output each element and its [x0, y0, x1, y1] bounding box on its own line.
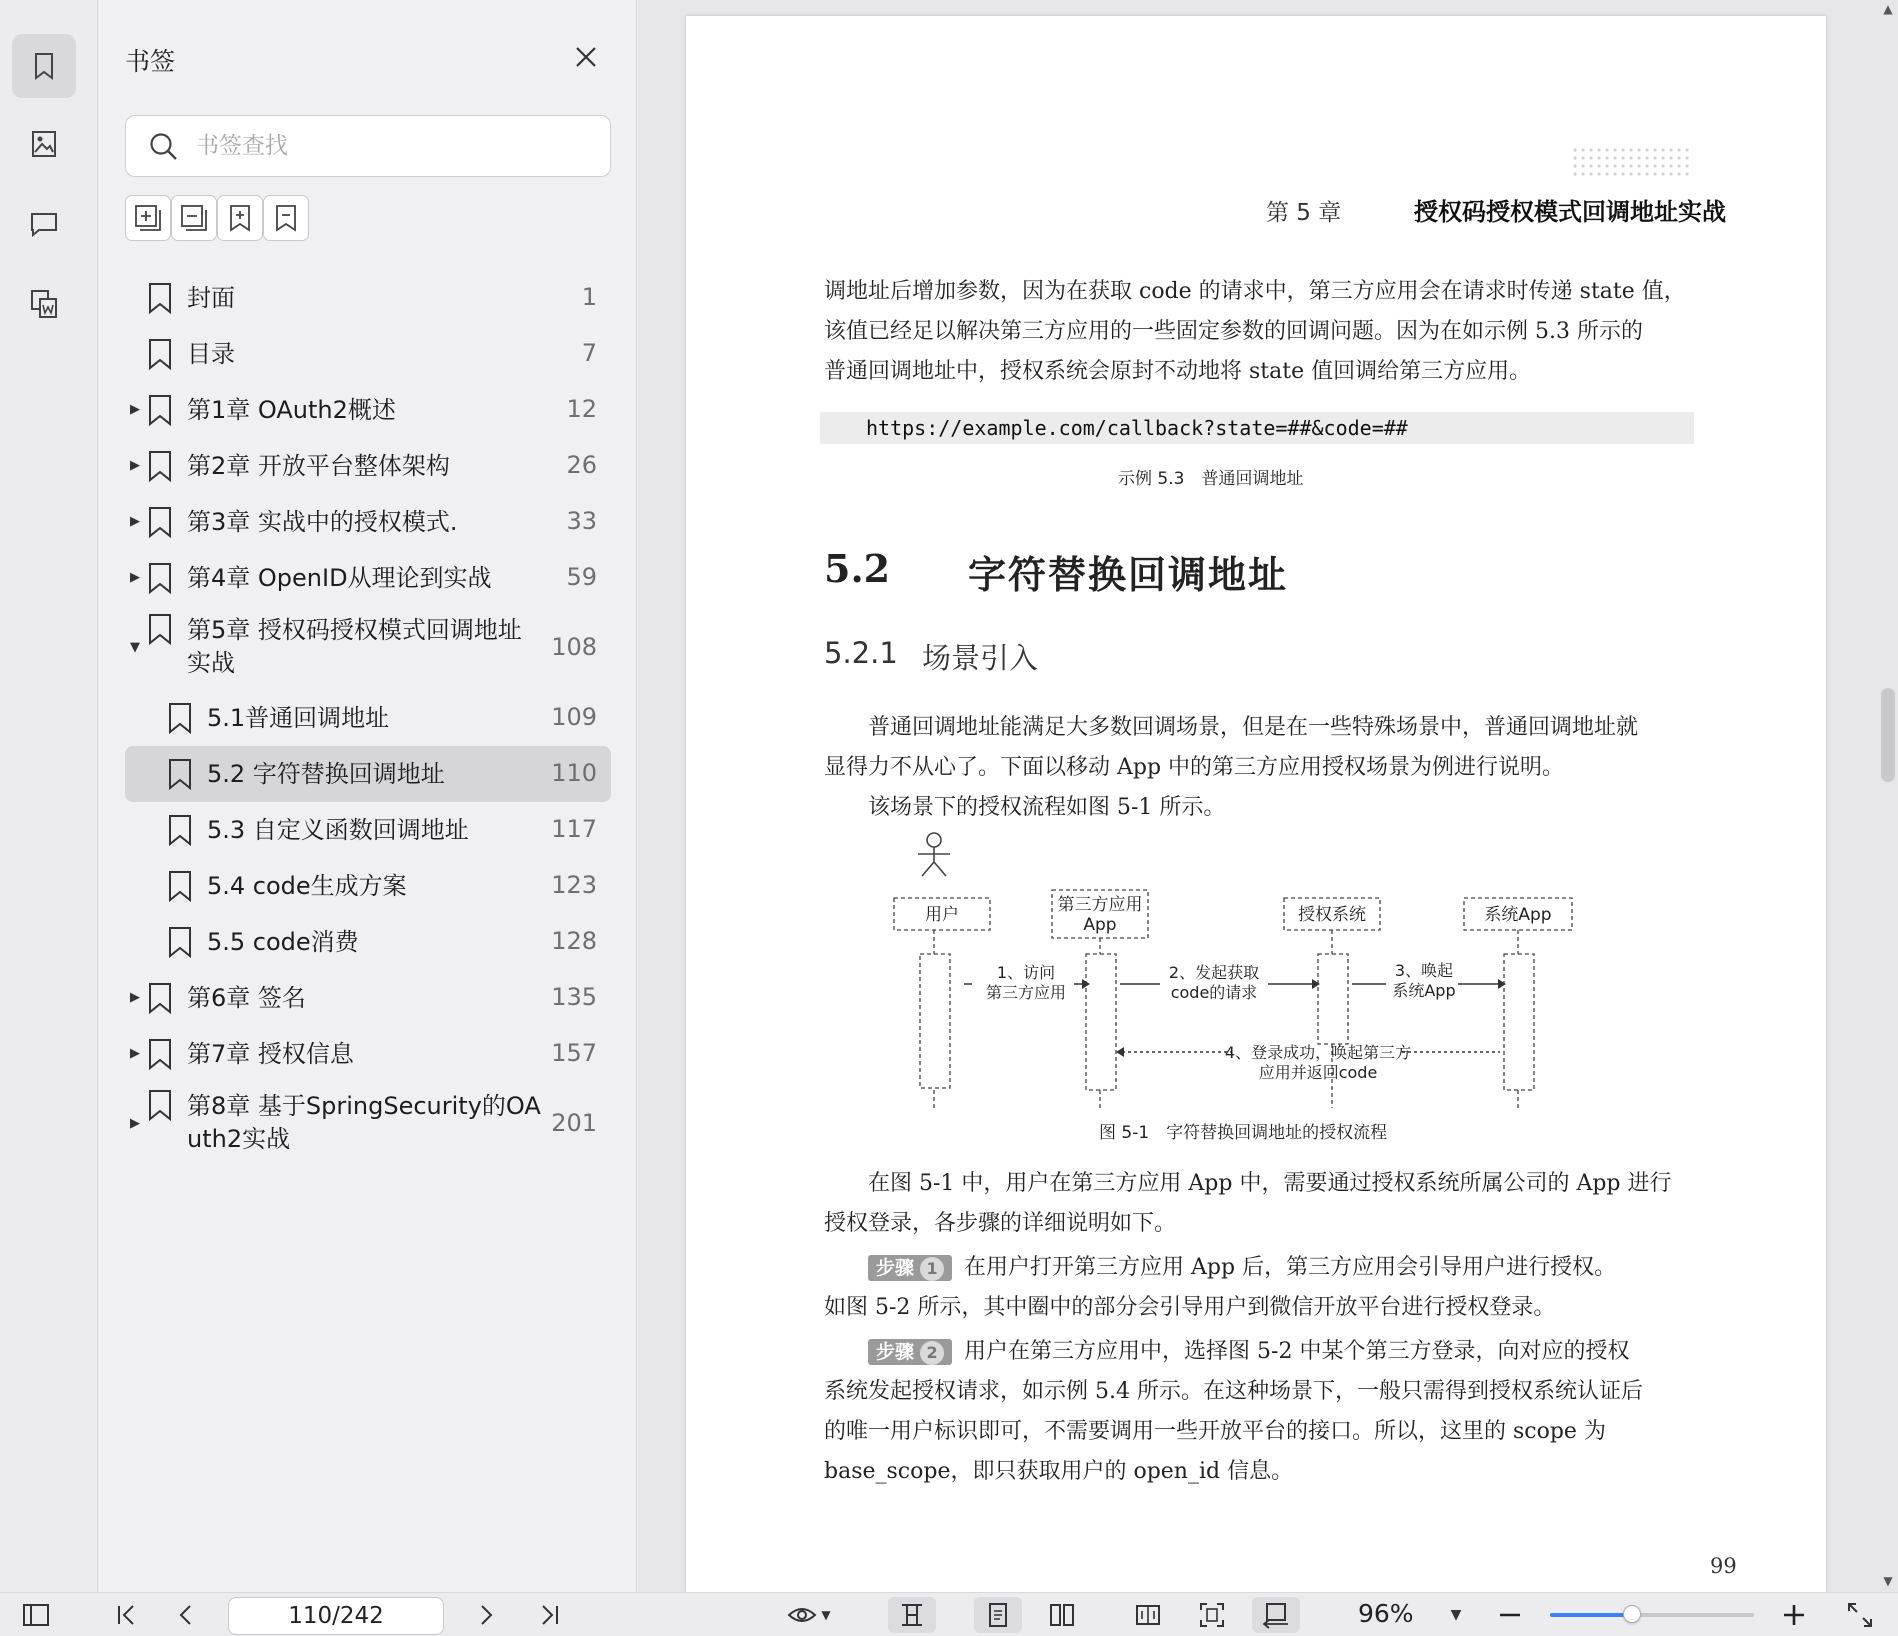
bookmark-item[interactable]: [125, 382, 611, 438]
bookmark-page-number: 135: [551, 983, 597, 1011]
bookmark-icon: [27, 49, 61, 83]
section-title: 字符替换回调地址: [968, 552, 1289, 597]
activation-user: [920, 954, 950, 1088]
bookmark-label: [187, 982, 306, 1015]
bookmark-label: [207, 926, 359, 959]
bookmark-page-number: 33: [566, 507, 597, 535]
step-1-number: 1: [920, 1257, 944, 1281]
bookmark-label: [187, 1090, 541, 1156]
bookmark-item[interactable]: [125, 270, 611, 326]
actor-thirdparty-label-2: App: [1083, 915, 1117, 935]
fullscreen-icon: [1845, 1600, 1875, 1630]
subsection-title: 场景引入: [922, 641, 1039, 675]
bookmark-label: [187, 506, 458, 539]
comments-tab[interactable]: [12, 192, 76, 256]
expand-arrow-icon[interactable]: ▶: [130, 1046, 140, 1061]
comment-icon: [27, 207, 61, 241]
bookmark-icon: [165, 925, 195, 959]
activation-sysapp: [1504, 954, 1534, 1090]
bookmark-page-number: 117: [551, 815, 597, 843]
bookmark-label-line: 第6章 签名: [187, 984, 306, 1012]
step-label: 步骤: [876, 1341, 915, 1363]
bookmark-item[interactable]: [125, 1026, 611, 1082]
bookmark-label-line: 第4章 OpenID从理论到实战: [187, 564, 492, 592]
vertical-scrollbar[interactable]: [1878, 0, 1898, 1592]
example-caption: 示例 5.3 普通回调地址: [1118, 469, 1304, 489]
bottom-toolbar: [0, 1592, 1898, 1636]
bookmark-page-number: 157: [551, 1039, 597, 1067]
last-page-icon: [535, 1600, 565, 1630]
header-decoration: [1571, 146, 1691, 180]
bookmark-icon: [145, 449, 175, 483]
bookmark-label-line: 第8章 基于SpringSecurity的OA: [187, 1092, 541, 1120]
add-bookmark-button[interactable]: [217, 195, 263, 241]
step-1-text: 在用户打开第三方应用 App 后，第三方应用会引导用户进行授权。: [964, 1255, 1617, 1280]
text-line: [824, 1248, 1692, 1288]
bookmark-label-line: 第1章 OAuth2概述: [187, 396, 396, 424]
bookmark-icon: [145, 1088, 175, 1122]
code-text: https://example.com/callback?state=##&code=##: [866, 416, 1408, 440]
bookmark-label: [187, 394, 396, 427]
bookmark-item[interactable]: [125, 802, 611, 858]
plus-icon: [1779, 1600, 1809, 1630]
actor-user-label: 用户: [925, 905, 959, 925]
bookmark-page-number: 123: [551, 871, 597, 899]
bookmark-item[interactable]: [125, 606, 611, 690]
msg3-label: 3、唤起: [1394, 961, 1454, 980]
bookmark-icon: [145, 561, 175, 595]
thumbnails-tab[interactable]: [12, 112, 76, 176]
bookmark-item[interactable]: [125, 550, 611, 606]
zoom-in-button[interactable]: [1776, 1597, 1812, 1633]
zoom-out-button[interactable]: [1492, 1597, 1528, 1633]
bookmark-panel: [99, 0, 637, 1592]
bookmark-search: [125, 115, 611, 177]
bookmark-page-number: 26: [566, 451, 597, 479]
zoom-level[interactable]: 96%: [1358, 1599, 1414, 1628]
bookmark-label: [207, 814, 469, 847]
bookmark-item[interactable]: [125, 690, 611, 746]
bookmark-label: [207, 870, 407, 903]
text-line: base_scope，即只获取用户的 open_id 信息。: [824, 1459, 1294, 1484]
msg2-label: 2、发起获取: [1168, 963, 1260, 982]
bookmark-label-line: 第5章 授权码授权模式回调地址: [187, 616, 522, 644]
next-page-button[interactable]: [468, 1597, 504, 1633]
step-2: [824, 1332, 1692, 1492]
first-page-icon: [111, 1600, 141, 1630]
book-mode-icon: [1133, 1600, 1163, 1630]
activation-thirdparty: [1086, 954, 1116, 1090]
bookmark-label-line: 5.1普通回调地址: [207, 704, 390, 732]
running-header-chapter: 第 5 章: [1266, 200, 1342, 226]
remove-bookmark-button[interactable]: [263, 195, 309, 241]
bookmark-label-line: 5.3 自定义函数回调地址: [207, 816, 469, 844]
bookmark-icon: [145, 981, 175, 1015]
expand-arrow-icon[interactable]: ▶: [130, 990, 140, 1005]
fit-page-button[interactable]: [1188, 1597, 1236, 1633]
bookmark-item[interactable]: [125, 494, 611, 550]
view-mode-dropdown[interactable]: [778, 1597, 840, 1633]
expand-arrow-icon[interactable]: ▶: [130, 458, 140, 473]
bookmark-page-number: 201: [551, 1109, 597, 1137]
search-icon: [148, 131, 180, 163]
expand-all-button[interactable]: [125, 195, 171, 241]
bookmark-icon: [165, 869, 195, 903]
bookmark-icon: [165, 701, 195, 735]
single-page-button[interactable]: [974, 1597, 1022, 1633]
fit-page-icon: [1197, 1600, 1227, 1630]
scroll-down-icon[interactable]: ▼: [1883, 1574, 1893, 1588]
step-1-badge: [868, 1255, 952, 1281]
bookmarks-tab[interactable]: [12, 34, 76, 98]
bookmark-page-number: 59: [566, 563, 597, 591]
bookmark-icon: [145, 612, 175, 646]
bookmark-label-line: uth2实战: [187, 1125, 291, 1153]
minus-icon: [1495, 1600, 1525, 1630]
zoom-slider-fill: [1550, 1613, 1632, 1617]
text-line: 普通回调地址中，授权系统会原封不动地将 state 值回调给第三方应用。: [824, 359, 1532, 384]
bookmark-label-line: 实战: [187, 649, 235, 677]
bookmark-label-line: 第2章 开放平台整体架构: [187, 452, 450, 480]
chevron-left-icon: [171, 1600, 201, 1630]
eye-icon: [787, 1600, 817, 1630]
bookmark-item[interactable]: [125, 326, 611, 382]
subsection-number: 5.2.1: [824, 636, 898, 670]
step-label: 步骤: [876, 1257, 915, 1279]
expand-all-icon: [132, 202, 164, 234]
expand-arrow-icon[interactable]: ▶: [130, 402, 140, 417]
actor-thirdparty-label: 第三方应用: [1057, 895, 1143, 915]
bookmark-page-number: 108: [551, 633, 597, 661]
bookmark-page-number: 110: [551, 759, 597, 787]
zoom-slider[interactable]: [1550, 1613, 1754, 1617]
collapse-all-button[interactable]: [171, 195, 217, 241]
text-line: 的唯一用户标识即可，不需要调用一些开放平台的接口。所以，这里的 scope 为: [824, 1419, 1606, 1444]
chevron-down-icon: ▼: [821, 1608, 831, 1622]
bookmark-label: [187, 1038, 354, 1071]
bookmark-item[interactable]: [125, 438, 611, 494]
bookmark-icon: [165, 757, 195, 791]
collapse-all-icon: [178, 202, 210, 234]
figure-caption: 图 5-1 字符替换回调地址的授权流程: [1099, 1123, 1388, 1143]
running-header-title: 授权码授权模式回调地址实战: [1414, 198, 1726, 226]
book-mode-button[interactable]: [1124, 1597, 1172, 1633]
bookmark-icon: [145, 337, 175, 371]
bookmark-icon: [145, 281, 175, 315]
step-2-badge: [868, 1339, 952, 1365]
last-page-button[interactable]: [532, 1597, 568, 1633]
bookmark-label: [187, 614, 522, 680]
bookmark-item[interactable]: [125, 914, 611, 970]
paragraph-scene: [824, 708, 1692, 828]
bookmark-label-line: 5.2 字符替换回调地址: [207, 760, 445, 788]
fullscreen-button[interactable]: [1842, 1597, 1878, 1633]
convert-tab[interactable]: [12, 272, 76, 336]
step-2-number: 2: [920, 1341, 944, 1365]
bookmark-icon: [165, 813, 195, 847]
text-line: 该值已经足以解决第三方应用的一些固定参数的回调问题。因为在如示例 5.3 所示的: [824, 319, 1643, 344]
user-stick-figure: [918, 833, 950, 876]
bookmark-icon: [145, 1037, 175, 1071]
two-page-icon: [1047, 1600, 1077, 1630]
continuous-scroll-icon: [1261, 1600, 1291, 1630]
expand-arrow-icon[interactable]: ▶: [130, 570, 140, 585]
paragraph-intro: [824, 272, 1692, 392]
bookmark-label-line: 5.5 code消费: [207, 928, 359, 956]
zoom-dropdown-button[interactable]: [1442, 1597, 1470, 1633]
text-line: 在图 5-1 中，用户在第三方应用 App 中，需要通过授权系统所属公司的 App 进行: [824, 1171, 1672, 1196]
bookmark-label: [187, 450, 450, 483]
remove-bookmark-icon: [270, 202, 302, 234]
bookmark-item[interactable]: [125, 746, 611, 802]
section-number: 5.2: [824, 546, 891, 591]
sidebar-icon: [21, 1600, 51, 1630]
actor-auth-label: 授权系统: [1298, 905, 1366, 925]
fit-height-icon: [897, 1600, 927, 1630]
collapse-arrow-icon[interactable]: ▼: [130, 640, 140, 655]
bookmark-label: [187, 338, 235, 371]
bookmark-item[interactable]: [125, 1082, 611, 1166]
bookmark-page-number: 1: [581, 283, 597, 311]
bookmark-item[interactable]: [125, 970, 611, 1026]
bookmark-label-line: 目录: [187, 340, 235, 368]
bookmark-icon: [145, 505, 175, 539]
previous-page-button[interactable]: [168, 1597, 204, 1633]
sequence-diagram: [876, 826, 1636, 1126]
msg4-label: 4、登录成功，唤起第三方: [1224, 1043, 1412, 1062]
scroll-thumb[interactable]: [1881, 688, 1895, 782]
bookmark-label-line: 5.4 code生成方案: [207, 872, 407, 900]
zoom-slider-knob[interactable]: [1623, 1605, 1641, 1623]
left-rail: [0, 0, 98, 1592]
bookmark-label-line: 第7章 授权信息: [187, 1040, 354, 1068]
word-convert-icon: [27, 287, 61, 321]
step-1: [824, 1248, 1692, 1328]
scroll-up-icon[interactable]: ▲: [1883, 2, 1893, 16]
text-line: 调地址后增加参数，因为在获取 code 的请求中，第三方应用会在请求时传递 state 值，: [824, 279, 1686, 304]
document-viewer[interactable]: [638, 0, 1898, 1592]
panel-title: 书签: [125, 47, 176, 76]
paragraph-figure-desc: [824, 1164, 1692, 1244]
text-line: 系统发起授权请求，如示例 5.4 所示。在这种场景下，一般只需得到授权系统认证后: [824, 1379, 1643, 1404]
msg4-label-2: 应用并返回code: [1258, 1063, 1378, 1082]
chevron-down-icon: ▼: [1450, 1607, 1462, 1623]
msg1-label: 1、访问: [996, 963, 1056, 982]
bookmark-page-number: 7: [581, 339, 597, 367]
toggle-sidebar-button[interactable]: [18, 1597, 54, 1633]
bookmark-icon: [145, 393, 175, 427]
first-page-button[interactable]: [108, 1597, 144, 1633]
text-line: [824, 1332, 1692, 1372]
bookmark-page-number: 109: [551, 703, 597, 731]
bookmark-label: [187, 282, 235, 315]
single-page-icon: [983, 1600, 1013, 1630]
step-2-text: 用户在第三方应用中，选择图 5-2 中某个第三方登录，向对应的授权: [964, 1339, 1630, 1364]
bookmark-page-number: 128: [551, 927, 597, 955]
close-icon[interactable]: [571, 42, 601, 72]
msg1-label-2: 第三方应用: [985, 983, 1067, 1002]
continuous-scroll-button[interactable]: [1252, 1597, 1300, 1633]
msg2-label-2: code的请求: [1170, 983, 1258, 1002]
bookmark-label: [207, 702, 389, 735]
msg3-label-2: 系统App: [1392, 981, 1456, 1000]
bookmark-label-line: 第3章 实战中的授权模式.: [187, 508, 458, 536]
bookmark-page-number: 12: [566, 395, 597, 423]
bookmark-item[interactable]: [125, 858, 611, 914]
page-number: 99: [1710, 1554, 1737, 1578]
bookmark-label-line: 封面: [187, 284, 235, 312]
page-number-input[interactable]: [228, 1597, 444, 1635]
text-line: 显得力不从心了。下面以移动 App 中的第三方应用授权场景为例进行说明。: [824, 755, 1565, 780]
two-page-button[interactable]: [1038, 1597, 1086, 1633]
text-line: 如图 5-2 所示，其中圈中的部分会引导用户到微信开放平台进行授权登录。: [824, 1295, 1556, 1320]
fit-height-button[interactable]: [888, 1597, 936, 1633]
image-icon: [27, 127, 61, 161]
bookmark-label: [207, 758, 445, 791]
document-page: [686, 16, 1826, 1592]
actor-sysapp-label: 系统App: [1484, 905, 1552, 925]
search-input[interactable]: [196, 126, 596, 166]
code-example: [820, 412, 1694, 444]
add-bookmark-icon: [224, 202, 256, 234]
activation-auth: [1318, 954, 1348, 1044]
chevron-right-icon: [471, 1600, 501, 1630]
bookmark-label: [187, 562, 492, 595]
expand-arrow-icon[interactable]: ▶: [130, 1116, 140, 1131]
text-line: 授权登录，各步骤的详细说明如下。: [824, 1211, 1177, 1236]
text-line: 普通回调地址能满足大多数回调场景，但是在一些特殊场景中，普通回调地址就: [824, 715, 1639, 740]
text-line: 该场景下的授权流程如图 5-1 所示。: [824, 795, 1226, 820]
expand-arrow-icon[interactable]: ▶: [130, 514, 140, 529]
